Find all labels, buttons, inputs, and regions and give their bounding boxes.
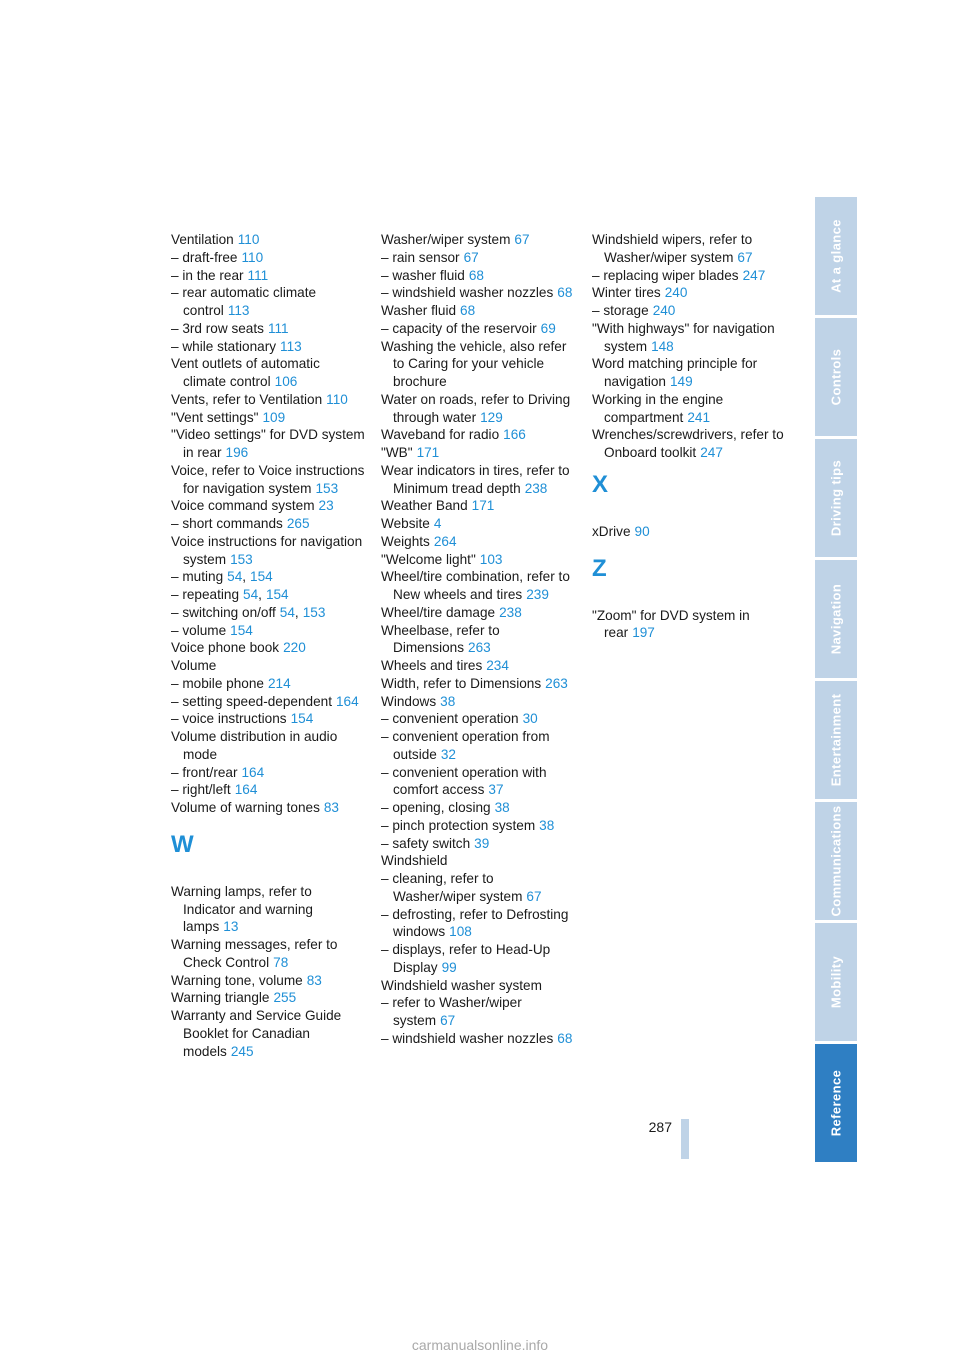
index-entry bbox=[381, 320, 576, 338]
page-link[interactable]: 4 bbox=[433, 516, 442, 531]
index-entry-text: – switching on/off bbox=[171, 604, 276, 620]
index-entry-text: – safety switch bbox=[381, 835, 471, 851]
index-entry: – muting 54, 154 bbox=[171, 569, 273, 585]
index-entry bbox=[592, 355, 787, 391]
page-link[interactable]: 54 bbox=[279, 604, 295, 620]
index-entry-text: Windows bbox=[381, 693, 437, 709]
index-entry bbox=[381, 284, 576, 302]
index-entry bbox=[171, 409, 366, 427]
page-link[interactable]: 197 bbox=[632, 625, 655, 641]
index-entry-text: Website bbox=[381, 516, 430, 531]
page-link[interactable]: 238 bbox=[499, 604, 522, 620]
index-entry-text: – muting bbox=[171, 569, 224, 585]
page-link[interactable]: 153 bbox=[315, 480, 339, 496]
index-entry bbox=[171, 936, 366, 972]
index-entry-text: Volume distribution in audio mode bbox=[171, 729, 338, 762]
index-column-3 bbox=[592, 231, 787, 642]
page-link[interactable]: 171 bbox=[471, 498, 495, 514]
page-link[interactable]: 78 bbox=[273, 954, 289, 970]
index-entry bbox=[171, 781, 366, 799]
index-entry bbox=[381, 497, 576, 515]
index-entry-text: – windshield washer nozzles bbox=[381, 285, 554, 301]
page-number: 287 bbox=[648, 1119, 672, 1135]
index-entry-text: – defrosting, refer to Defrosting windows bbox=[381, 906, 569, 940]
index-entry-text: – while stationary bbox=[171, 338, 277, 354]
page-link[interactable]: 38 bbox=[440, 693, 456, 709]
page-link[interactable]: 67 bbox=[440, 1013, 456, 1028]
index-entry-text: – opening, closing bbox=[381, 800, 491, 815]
sidebar-tab-navigation[interactable] bbox=[815, 560, 857, 678]
sidebar-tab-communications[interactable] bbox=[815, 802, 857, 920]
index-entry-text: Washing the vehicle, also refer to Caring for your vehicle brochure bbox=[381, 338, 567, 389]
page-link[interactable]: 106 bbox=[274, 374, 298, 389]
index-entry-text: Warning messages, refer to Check Control bbox=[171, 937, 338, 970]
index-entry bbox=[381, 622, 576, 658]
index-entry bbox=[381, 799, 576, 817]
page-link[interactable]: 263 bbox=[545, 675, 568, 691]
page-link[interactable]: 234 bbox=[486, 658, 509, 673]
index-entry bbox=[171, 657, 366, 675]
sidebar-tab-label: Navigation bbox=[828, 583, 844, 655]
index-entry-text: – short commands bbox=[171, 516, 283, 531]
index-entry bbox=[381, 817, 576, 835]
page-link[interactable]: 23 bbox=[318, 498, 334, 514]
index-entry bbox=[171, 1007, 366, 1060]
index-entry bbox=[381, 462, 576, 498]
index-entry-text: Word matching principle for navigation bbox=[592, 356, 758, 389]
index-entry bbox=[381, 710, 576, 728]
index-entry-text: "Video settings" for DVD system in rear bbox=[171, 427, 365, 460]
index-entry bbox=[171, 497, 366, 515]
page-link[interactable]: 220 bbox=[283, 640, 306, 656]
index-entry bbox=[381, 675, 576, 693]
index-entry bbox=[171, 462, 366, 498]
page-link[interactable]: 265 bbox=[286, 516, 310, 531]
index-entry-text: "WB" bbox=[381, 445, 413, 460]
index-entry-text: Wear indicators in tires, refer to Minimum tread depth bbox=[381, 462, 570, 496]
page-link[interactable]: 37 bbox=[488, 782, 504, 798]
section-tab-sidebar bbox=[815, 197, 857, 1161]
page-link[interactable]: 68 bbox=[557, 285, 573, 301]
index-entry bbox=[171, 267, 366, 285]
index-entry bbox=[171, 426, 366, 462]
page-link[interactable]: 30 bbox=[522, 711, 538, 727]
sidebar-tab-label: Mobility bbox=[828, 955, 844, 1009]
page-link[interactable]: 171 bbox=[416, 445, 440, 460]
index-entry-text: Vents, refer to Ventilation bbox=[171, 391, 323, 407]
index-entry-text: – volume bbox=[171, 622, 227, 638]
page-link[interactable]: 38 bbox=[494, 800, 510, 815]
sidebar-tab-controls[interactable] bbox=[815, 318, 857, 436]
page-link[interactable]: 149 bbox=[669, 374, 693, 389]
index-entry-text: Warning tone, volume bbox=[171, 972, 303, 988]
page-link[interactable]: 164 bbox=[336, 693, 359, 709]
page-link[interactable]: 111 bbox=[247, 267, 269, 283]
page-link[interactable]: 110 bbox=[241, 249, 264, 265]
section-letter: Z bbox=[592, 554, 607, 582]
page-link[interactable]: 54 bbox=[243, 587, 259, 602]
sidebar-tab-mobility[interactable] bbox=[815, 923, 857, 1041]
index-entry bbox=[171, 320, 366, 338]
page-link[interactable]: 113 bbox=[227, 303, 250, 318]
index-entry: – repeating 54, 154 bbox=[171, 587, 289, 602]
index-entry-text: Wrenches/screwdrivers, refer to Onboard toolkit bbox=[592, 427, 784, 460]
index-entry-text: Wheels and tires bbox=[381, 658, 483, 673]
index-entry bbox=[171, 338, 366, 356]
page-link[interactable]: 148 bbox=[651, 338, 674, 354]
page-link[interactable]: 67 bbox=[526, 888, 542, 904]
index-entry-text: Voice instructions for navigation system bbox=[171, 533, 363, 567]
index-entry bbox=[381, 231, 576, 249]
index-entry bbox=[592, 391, 787, 427]
index-entry bbox=[171, 249, 366, 267]
page-link[interactable]: 83 bbox=[306, 972, 322, 988]
index-entry bbox=[592, 231, 787, 267]
index-entry bbox=[171, 728, 366, 764]
index-entry-text: "Zoom" for DVD system in rear bbox=[592, 607, 750, 641]
page-number-bar bbox=[681, 1119, 689, 1159]
index-entry-text: Ventilation bbox=[171, 232, 234, 247]
index-entry bbox=[171, 972, 366, 990]
index-entry bbox=[171, 284, 366, 320]
index-entry-text: – front/rear bbox=[171, 764, 238, 780]
index-entry-text: Wheel/tire damage bbox=[381, 604, 496, 620]
index-entry-text: Voice, refer to Voice instructions for navigation system bbox=[171, 462, 365, 496]
index-entry bbox=[171, 989, 366, 1007]
index-entry-text: "With highways" for navigation system bbox=[592, 320, 775, 354]
watermark: carmanualsonline.info bbox=[411, 1337, 549, 1353]
page-link[interactable]: 164 bbox=[241, 764, 265, 780]
page-link[interactable]: 154 bbox=[230, 622, 253, 638]
index-entry-text: – pinch protection system bbox=[381, 817, 536, 833]
page-link[interactable]: 154 bbox=[265, 587, 289, 602]
index-entry bbox=[381, 977, 576, 995]
index-entry-text: – cleaning, refer to Washer/wiper system bbox=[381, 871, 523, 904]
index-entry bbox=[171, 533, 366, 569]
index-entry-text: – convenient operation from outside bbox=[381, 729, 550, 762]
index-entry-text: Voice phone book bbox=[171, 640, 280, 656]
page-link[interactable]: 166 bbox=[503, 427, 526, 443]
index-entry bbox=[171, 391, 366, 409]
index-entry bbox=[381, 604, 576, 622]
page-link[interactable]: 83 bbox=[323, 800, 339, 815]
page-link[interactable]: 214 bbox=[267, 675, 291, 691]
sidebar-tab-label: Reference bbox=[828, 1069, 844, 1137]
index-entry-text: Warranty and Service Guide Booklet for Canadian models bbox=[171, 1008, 342, 1059]
index-entry-text: – refer to Washer/wiper system bbox=[381, 995, 522, 1028]
page-link[interactable]: 153 bbox=[302, 604, 326, 620]
sidebar-tab-at-a-glance[interactable] bbox=[815, 197, 857, 315]
sidebar-tab-label: Communications bbox=[828, 805, 844, 917]
section-letter: W bbox=[171, 830, 194, 858]
index-entry-text: – capacity of the reservoir bbox=[381, 320, 537, 336]
sidebar-tab-label: At a glance bbox=[828, 219, 844, 293]
index-entry-text: Washer fluid bbox=[381, 303, 457, 318]
page-link[interactable]: 240 bbox=[652, 303, 676, 318]
page-link[interactable]: 154 bbox=[290, 711, 314, 727]
sidebar-tab-reference[interactable] bbox=[815, 1044, 857, 1162]
index-entry bbox=[381, 302, 576, 320]
page-link[interactable]: 108 bbox=[449, 924, 472, 940]
index-entry-text: Width, refer to Dimensions bbox=[381, 675, 542, 691]
index-entry bbox=[381, 994, 576, 1030]
sidebar-tab-entertainment[interactable] bbox=[815, 681, 857, 799]
index-entry bbox=[171, 622, 366, 640]
index-entry-text: Voice command system bbox=[171, 498, 315, 514]
index-entry bbox=[381, 426, 576, 444]
index-entry bbox=[381, 551, 576, 569]
page-link[interactable]: 129 bbox=[480, 409, 503, 425]
index-entry bbox=[592, 267, 787, 285]
index-entry bbox=[381, 391, 576, 427]
index-entry bbox=[381, 267, 576, 285]
index-entry bbox=[381, 249, 576, 267]
page-link[interactable]: 32 bbox=[440, 746, 456, 762]
index-entry-text: Working in the engine compartment bbox=[592, 391, 724, 425]
index-entry bbox=[171, 710, 366, 728]
sidebar-tab-label: Entertainment bbox=[828, 693, 844, 787]
page-link[interactable]: 111 bbox=[267, 320, 289, 336]
index-entry-text: – washer fluid bbox=[381, 267, 465, 283]
page-link[interactable]: 153 bbox=[230, 551, 253, 567]
index-entry-text: – mobile phone bbox=[171, 675, 264, 691]
page-link[interactable]: 54 bbox=[227, 569, 243, 585]
index-entry-text: Washer/wiper system bbox=[381, 232, 511, 247]
index-entry-text: – rain sensor bbox=[381, 249, 460, 265]
index-entry-text: xDrive bbox=[592, 523, 631, 539]
index-entry bbox=[381, 941, 576, 977]
index-entry-text: – replacing wiper blades bbox=[592, 267, 739, 283]
page-link[interactable]: 67 bbox=[737, 249, 753, 265]
index-entry-text: – convenient operation with comfort access bbox=[381, 764, 547, 798]
index-entry bbox=[381, 693, 576, 711]
index-entry-text: Water on roads, refer to Driving through water bbox=[381, 391, 571, 425]
index-entry-text: – 3rd row seats bbox=[171, 320, 264, 336]
index-entry bbox=[171, 883, 366, 936]
index-entry bbox=[171, 764, 366, 782]
page-link[interactable]: 263 bbox=[468, 640, 491, 656]
page-link[interactable]: 68 bbox=[468, 267, 484, 283]
index-entry bbox=[381, 657, 576, 675]
index-entry-text: Warning triangle bbox=[171, 990, 270, 1006]
page-link[interactable]: 238 bbox=[524, 480, 548, 496]
index-entry bbox=[381, 906, 576, 942]
index-entry-text: – displays, refer to Head-Up Display bbox=[381, 942, 551, 975]
page-link[interactable]: 154 bbox=[250, 569, 273, 585]
index-entry bbox=[381, 338, 576, 391]
page-link[interactable]: 110 bbox=[237, 232, 260, 247]
sidebar-tab-label: Controls bbox=[828, 348, 844, 406]
index-entry-text: "Welcome light" bbox=[381, 551, 476, 567]
page-link[interactable]: 113 bbox=[280, 338, 302, 354]
index-entry-text: – draft-free bbox=[171, 249, 238, 265]
page-link[interactable]: 39 bbox=[474, 835, 490, 851]
index-entry bbox=[592, 320, 787, 356]
index-entry-text: – repeating bbox=[171, 587, 240, 602]
page-link[interactable]: 264 bbox=[433, 533, 457, 549]
index-entry-text: Weights bbox=[381, 533, 430, 549]
page-link[interactable]: 109 bbox=[262, 409, 286, 425]
index-entry bbox=[381, 1030, 576, 1048]
page-link[interactable]: 13 bbox=[223, 919, 239, 935]
index-entry bbox=[171, 231, 366, 249]
index-entry-text: Vent outlets of automatic climate control bbox=[171, 356, 320, 389]
index-entry-text: Warning lamps, refer to Indicator and warning lamps bbox=[171, 883, 313, 935]
index-entry-text: Winter tires bbox=[592, 285, 661, 301]
page-link[interactable]: 67 bbox=[463, 249, 479, 265]
index-entry-text: – rear automatic climate control bbox=[171, 285, 317, 318]
page-link[interactable]: 99 bbox=[441, 959, 457, 975]
index-entry-text: – setting speed-dependent bbox=[171, 693, 332, 709]
index-entry-text: – convenient operation bbox=[381, 711, 519, 727]
index-entry bbox=[592, 426, 787, 462]
page-link[interactable]: 240 bbox=[664, 285, 688, 301]
index-entry bbox=[171, 355, 366, 391]
page-link[interactable]: 67 bbox=[514, 232, 530, 247]
index-entry-text: – voice instructions bbox=[171, 711, 287, 727]
index-entry-text: Waveband for radio bbox=[381, 427, 500, 443]
index-entry bbox=[171, 639, 366, 657]
sidebar-tab-driving-tips[interactable] bbox=[815, 439, 857, 557]
index-entry-text: – storage bbox=[592, 303, 649, 318]
index-entry-text: "Vent settings" bbox=[171, 409, 259, 425]
page-link[interactable]: 68 bbox=[460, 303, 476, 318]
page-link[interactable]: 103 bbox=[479, 551, 503, 567]
index-entry bbox=[381, 533, 576, 551]
index-entry bbox=[171, 675, 366, 693]
index-entry bbox=[381, 444, 576, 462]
page-link[interactable]: 239 bbox=[526, 587, 549, 602]
page-link[interactable]: 241 bbox=[687, 409, 711, 425]
index-entry bbox=[381, 835, 576, 853]
index-column-1 bbox=[171, 231, 366, 1060]
index-entry-text: – windshield washer nozzles bbox=[381, 1030, 554, 1046]
index-entry bbox=[381, 764, 576, 800]
page-link[interactable]: 164 bbox=[234, 782, 258, 798]
index-entry-text: Weather Band bbox=[381, 498, 468, 514]
index-entry-text: Volume of warning tones bbox=[171, 800, 320, 815]
index-entry bbox=[592, 302, 787, 320]
index-entry-text: Volume bbox=[171, 658, 217, 673]
index-entry-text: Wheel/tire combination, refer to New wheels and tires bbox=[381, 569, 570, 602]
index-entry bbox=[381, 852, 576, 870]
index-entry bbox=[381, 728, 576, 764]
page-link[interactable]: 196 bbox=[225, 445, 249, 460]
index-entry bbox=[592, 523, 787, 541]
index-entry-text: – in the rear bbox=[171, 267, 244, 283]
index-entry bbox=[381, 870, 576, 906]
index-entry-text: Windshield bbox=[381, 853, 448, 869]
page-link[interactable]: 110 bbox=[326, 391, 348, 407]
index-column-2 bbox=[381, 231, 576, 1048]
index-entry-text: – right/left bbox=[171, 782, 231, 798]
index-entry bbox=[171, 799, 366, 817]
index-entry-text: Windshield wipers, refer to Washer/wiper system bbox=[592, 232, 753, 265]
sidebar-tab-label: Driving tips bbox=[828, 459, 844, 537]
index-entry: – switching on/off 54, 153 bbox=[171, 604, 326, 620]
page-link[interactable]: 245 bbox=[230, 1043, 254, 1059]
section-letter: X bbox=[592, 470, 609, 498]
index-entry bbox=[381, 515, 576, 533]
page-link[interactable]: 68 bbox=[557, 1030, 573, 1046]
index-entry bbox=[381, 568, 576, 604]
page-link[interactable]: 247 bbox=[742, 267, 766, 283]
index-entry bbox=[592, 607, 787, 643]
index-entry bbox=[171, 515, 366, 533]
index-entry-text: Wheelbase, refer to Dimensions bbox=[381, 622, 500, 656]
page-link[interactable]: 247 bbox=[700, 445, 723, 460]
index-entry-text: Windshield washer system bbox=[381, 977, 542, 993]
index-entry bbox=[171, 693, 366, 711]
page-link[interactable]: 69 bbox=[540, 320, 556, 336]
page-link[interactable]: 255 bbox=[273, 990, 297, 1006]
page-link[interactable]: 38 bbox=[539, 817, 555, 833]
page-link[interactable]: 90 bbox=[634, 523, 650, 539]
index-entry bbox=[592, 284, 787, 302]
